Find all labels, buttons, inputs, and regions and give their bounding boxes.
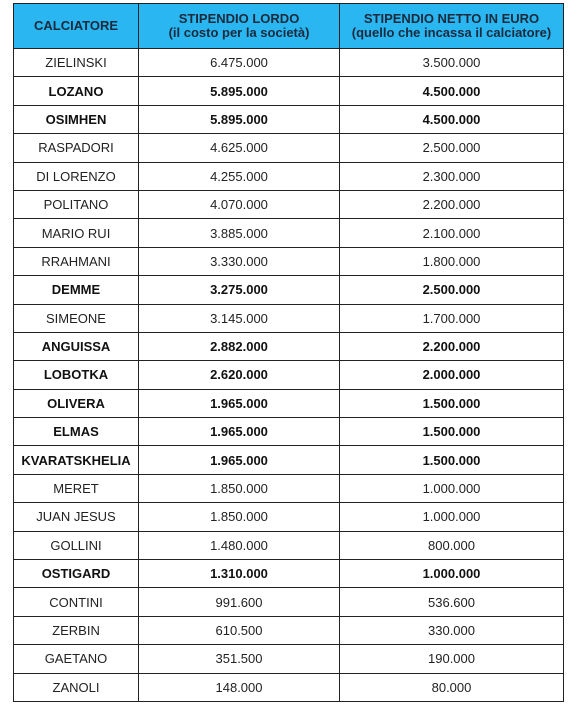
gross-salary-cell: 610.500 xyxy=(139,616,340,644)
table-row xyxy=(14,503,564,531)
net-salary-cell: 1.500.000 xyxy=(340,418,564,446)
net-salary-cell: 330.000 xyxy=(340,616,564,644)
net-salary-cell: 2.200.000 xyxy=(340,332,564,360)
table-row xyxy=(14,247,564,275)
net-salary-cell: 2.000.000 xyxy=(340,361,564,389)
table-row xyxy=(14,673,564,701)
player-cell: MERET xyxy=(14,474,139,502)
gross-salary-cell: 1.850.000 xyxy=(139,503,340,531)
net-salary-cell: 1.800.000 xyxy=(340,247,564,275)
table-row xyxy=(14,304,564,332)
table-row xyxy=(14,49,564,77)
gross-salary-cell: 1.850.000 xyxy=(139,474,340,502)
net-salary-cell: 190.000 xyxy=(340,645,564,673)
net-salary-cell: 800.000 xyxy=(340,531,564,559)
gross-salary-cell: 3.275.000 xyxy=(139,276,340,304)
gross-salary-cell: 2.620.000 xyxy=(139,361,340,389)
table-row xyxy=(14,389,564,417)
header-net-salary xyxy=(340,4,564,49)
table-body xyxy=(14,49,564,702)
player-cell: JUAN JESUS xyxy=(14,503,139,531)
table-row xyxy=(14,105,564,133)
gross-salary-cell: 991.600 xyxy=(139,588,340,616)
table-row xyxy=(14,332,564,360)
header-net-subtitle: (quello che incassa il calciatore) xyxy=(351,25,552,40)
salary-table xyxy=(13,3,564,702)
table-row xyxy=(14,446,564,474)
table-row xyxy=(14,190,564,218)
gross-salary-cell: 2.882.000 xyxy=(139,332,340,360)
net-salary-cell: 536.600 xyxy=(340,588,564,616)
gross-salary-cell: 4.255.000 xyxy=(139,162,340,190)
player-cell: KVARATSKHELIA xyxy=(14,446,139,474)
player-cell: RASPADORI xyxy=(14,134,139,162)
player-cell: DEMME xyxy=(14,276,139,304)
net-salary-cell: 1.500.000 xyxy=(340,446,564,474)
gross-salary-cell: 148.000 xyxy=(139,673,340,701)
gross-salary-cell: 1.965.000 xyxy=(139,418,340,446)
table-row xyxy=(14,77,564,105)
player-cell: OLIVERA xyxy=(14,389,139,417)
net-salary-cell: 1.000.000 xyxy=(340,503,564,531)
player-cell: ANGUISSA xyxy=(14,332,139,360)
table-row xyxy=(14,531,564,559)
header-net-title: STIPENDIO NETTO IN EURO xyxy=(363,11,540,26)
table-row xyxy=(14,219,564,247)
table-row xyxy=(14,134,564,162)
player-cell: CONTINI xyxy=(14,588,139,616)
net-salary-cell: 1.000.000 xyxy=(340,474,564,502)
table-row xyxy=(14,276,564,304)
table-row xyxy=(14,418,564,446)
gross-salary-cell: 3.145.000 xyxy=(139,304,340,332)
header-row xyxy=(14,4,564,49)
net-salary-cell: 2.200.000 xyxy=(340,190,564,218)
header-player xyxy=(14,4,139,49)
gross-salary-cell: 3.330.000 xyxy=(139,247,340,275)
gross-salary-cell: 1.310.000 xyxy=(139,560,340,588)
player-cell: LOZANO xyxy=(14,77,139,105)
gross-salary-cell: 3.885.000 xyxy=(139,219,340,247)
net-salary-cell: 1.700.000 xyxy=(340,304,564,332)
gross-salary-cell: 5.895.000 xyxy=(139,105,340,133)
player-cell: POLITANO xyxy=(14,190,139,218)
net-salary-cell: 4.500.000 xyxy=(340,105,564,133)
net-salary-cell: 2.300.000 xyxy=(340,162,564,190)
player-cell: ZANOLI xyxy=(14,673,139,701)
gross-salary-cell: 1.965.000 xyxy=(139,389,340,417)
gross-salary-cell: 6.475.000 xyxy=(139,49,340,77)
header-gross-title: STIPENDIO LORDO xyxy=(178,11,300,26)
player-cell: ZIELINSKI xyxy=(14,49,139,77)
player-cell: LOBOTKA xyxy=(14,361,139,389)
player-cell: SIMEONE xyxy=(14,304,139,332)
table-row xyxy=(14,162,564,190)
net-salary-cell: 2.100.000 xyxy=(340,219,564,247)
player-cell: OSIMHEN xyxy=(14,105,139,133)
table-row xyxy=(14,616,564,644)
header-player-label: CALCIATORE xyxy=(33,18,119,33)
player-cell: MARIO RUI xyxy=(14,219,139,247)
gross-salary-cell: 4.070.000 xyxy=(139,190,340,218)
gross-salary-cell: 5.895.000 xyxy=(139,77,340,105)
net-salary-cell: 4.500.000 xyxy=(340,77,564,105)
table-row xyxy=(14,645,564,673)
player-cell: DI LORENZO xyxy=(14,162,139,190)
net-salary-cell: 1.500.000 xyxy=(340,389,564,417)
player-cell: RRAHMANI xyxy=(14,247,139,275)
gross-salary-cell: 4.625.000 xyxy=(139,134,340,162)
table-row xyxy=(14,361,564,389)
header-gross-salary xyxy=(139,4,340,49)
net-salary-cell: 2.500.000 xyxy=(340,134,564,162)
player-cell: ZERBIN xyxy=(14,616,139,644)
player-cell: OSTIGARD xyxy=(14,560,139,588)
net-salary-cell: 1.000.000 xyxy=(340,560,564,588)
net-salary-cell: 3.500.000 xyxy=(340,49,564,77)
player-cell: GOLLINI xyxy=(14,531,139,559)
net-salary-cell: 2.500.000 xyxy=(340,276,564,304)
table-row xyxy=(14,588,564,616)
table-row xyxy=(14,474,564,502)
table-row xyxy=(14,560,564,588)
header-gross-subtitle: (il costo per la società) xyxy=(168,25,310,40)
player-cell: GAETANO xyxy=(14,645,139,673)
player-cell: ELMAS xyxy=(14,418,139,446)
gross-salary-cell: 351.500 xyxy=(139,645,340,673)
gross-salary-cell: 1.965.000 xyxy=(139,446,340,474)
gross-salary-cell: 1.480.000 xyxy=(139,531,340,559)
net-salary-cell: 80.000 xyxy=(340,673,564,701)
